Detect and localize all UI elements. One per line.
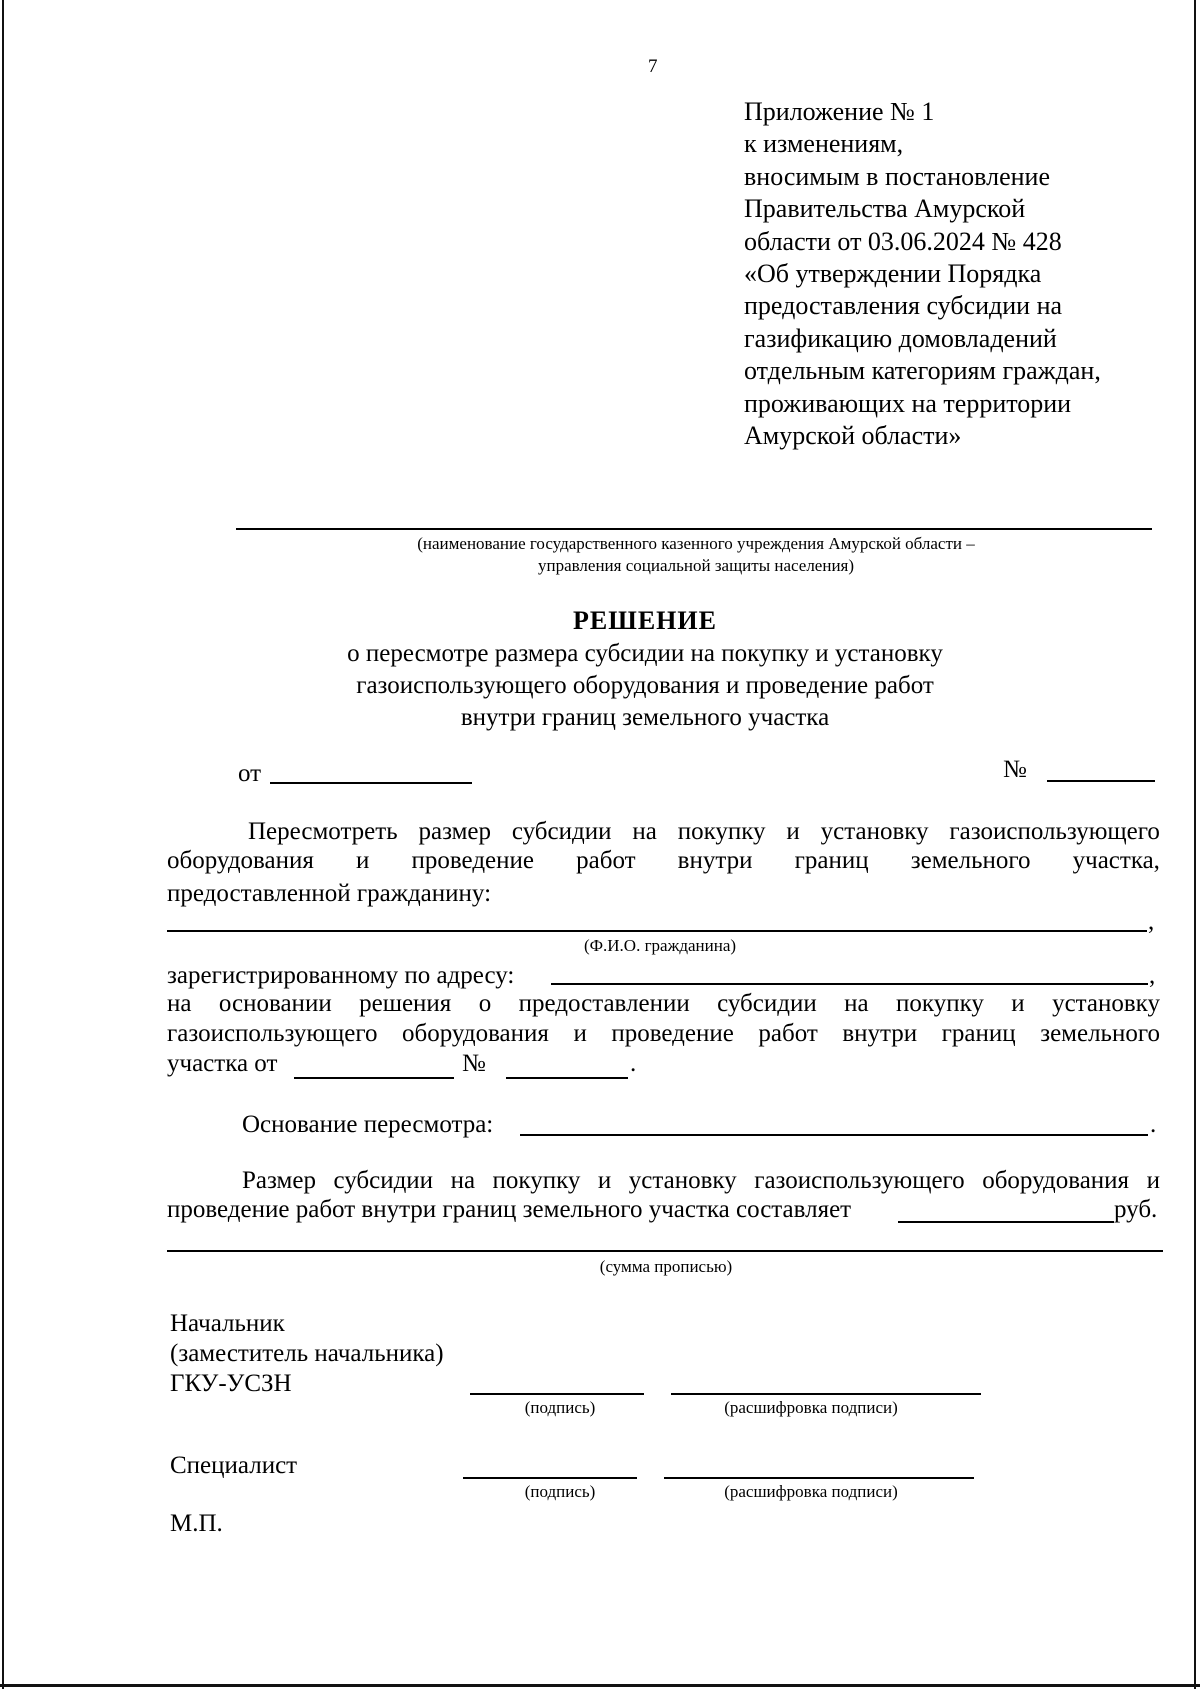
word: субсидии: [717, 990, 817, 1017]
decision-subtitle-line: о пересмотре размера субсидии на покупку и установку: [347, 640, 943, 667]
address-label: зарегистрированному по адресу:: [167, 962, 515, 989]
head-signature-caption: (подпись): [524, 1398, 596, 1417]
word: внутри: [842, 1020, 918, 1047]
basis-line2: [167, 1020, 1160, 1048]
decision-subtitle-line: внутри границ земельного участка: [460, 704, 830, 731]
currency-label: руб.: [1114, 1196, 1158, 1223]
revision-label: Основание пересмотра:: [242, 1111, 494, 1138]
specialist-decoding-field[interactable]: [664, 1477, 974, 1479]
address-field[interactable]: [551, 983, 1148, 985]
amount-field[interactable]: [898, 1221, 1114, 1223]
basis-number-label: №: [462, 1050, 486, 1077]
word: и: [356, 847, 370, 874]
para1-line3: предоставленной гражданину:: [167, 880, 492, 907]
address-comma: ,: [1149, 962, 1156, 989]
decision-subtitle-line: газоиспользующего оборудования и проведение работ: [356, 672, 934, 699]
specialist-label: Специалист: [170, 1452, 298, 1479]
appendix-heading: [744, 96, 1184, 452]
revision-period: .: [1150, 1111, 1157, 1138]
specialist-decoding-caption: (расшифровка подписи): [724, 1482, 898, 1501]
word: оборудования: [167, 847, 314, 874]
amount-line1: [242, 1167, 1160, 1195]
appendix-line: отдельным категориям граждан,: [744, 356, 1101, 386]
word: внутри: [677, 847, 753, 874]
word: газоиспользующего: [754, 1167, 965, 1194]
word: работ: [758, 1020, 818, 1047]
appendix-line: Приложение № 1: [744, 97, 935, 126]
word: покупку: [896, 990, 984, 1017]
decision-number-field[interactable]: [1047, 780, 1155, 782]
fio-comma: ,: [1148, 908, 1155, 935]
amount-line2: проведение работ внутри границ земельного участка составляет: [167, 1196, 852, 1223]
word: проведение: [411, 847, 534, 874]
word: предоставлении: [518, 990, 690, 1017]
word: субсидии: [333, 1167, 434, 1194]
word: на: [450, 1167, 476, 1194]
word: газоиспользующего: [167, 1020, 378, 1047]
appendix-line: Правительства Амурской: [744, 194, 1026, 224]
basis-line3-prefix: участка от: [167, 1050, 278, 1077]
appendix-line: проживающих на территории: [744, 388, 1072, 418]
word: установку: [820, 818, 929, 845]
head-title-line: (заместитель начальника): [170, 1340, 444, 1367]
scan-bottom-border: [0, 1684, 1200, 1687]
word: проведение: [611, 1020, 734, 1047]
specialist-signature-caption: (подпись): [524, 1482, 596, 1501]
word: на: [632, 818, 657, 845]
institution-name-line[interactable]: [236, 528, 1152, 530]
head-decoding-caption: (расшифровка подписи): [724, 1398, 898, 1417]
appendix-line: «Об утверждении Порядка: [744, 259, 1042, 289]
word: и: [573, 1020, 587, 1047]
word: участка,: [1072, 847, 1160, 874]
word: о: [478, 990, 492, 1017]
appendix-line: газификацию домовладений: [744, 323, 1057, 353]
decision-date-field[interactable]: [270, 782, 472, 784]
word: и: [1146, 1167, 1160, 1194]
head-decoding-field[interactable]: [671, 1393, 981, 1395]
word: и: [786, 818, 800, 845]
word: субсидии: [511, 818, 612, 845]
institution-caption-line2: управления социальной защиты населения): [537, 556, 855, 575]
seal-placeholder: М.П.: [170, 1510, 223, 1537]
appendix-line: к изменениям,: [744, 129, 904, 159]
word: и: [1011, 990, 1025, 1017]
sum-caption: (сумма прописью): [599, 1257, 733, 1276]
basis-period: .: [630, 1050, 637, 1077]
appendix-line: области от 03.06.2024 № 428: [744, 226, 1062, 256]
head-signature-field[interactable]: [470, 1393, 644, 1395]
decision-title: РЕШЕНИЕ: [573, 606, 717, 635]
word: размер: [418, 818, 492, 845]
fio-caption: (Ф.И.О. гражданина): [583, 936, 737, 955]
basis-decision-date-field[interactable]: [294, 1077, 454, 1079]
word: на: [844, 990, 869, 1017]
decision-subtitle: [0, 638, 1200, 734]
word: основании: [218, 990, 332, 1017]
basis-line1: [167, 990, 1160, 1018]
amount-in-words-field[interactable]: [167, 1250, 1163, 1252]
basis-decision-number-field[interactable]: [506, 1077, 628, 1079]
institution-caption-line1: (наименование государственного казенного учреждения Амурской области –: [417, 534, 975, 553]
word: на: [167, 990, 192, 1017]
specialist-signature-field[interactable]: [463, 1477, 637, 1479]
word: Размер: [242, 1167, 316, 1194]
word: земельного: [910, 847, 1031, 874]
from-label: от: [238, 760, 262, 787]
scan-left-border: [2, 0, 4, 1689]
word: Пересмотреть: [248, 818, 398, 845]
head-title-line: Начальник: [170, 1310, 285, 1337]
word: границ: [794, 847, 869, 874]
word: границ: [941, 1020, 1016, 1047]
citizen-fio-field[interactable]: [167, 930, 1147, 932]
para1-line2: [167, 847, 1160, 875]
word: работ: [576, 847, 636, 874]
head-title-line: ГКУ-УСЗН: [170, 1370, 292, 1397]
page-number: 7: [648, 56, 658, 77]
word: установку: [1052, 990, 1160, 1017]
word: земельного: [1040, 1020, 1160, 1047]
word: газоиспользующего: [949, 818, 1160, 845]
appendix-line: Амурской области»: [744, 421, 962, 451]
word: решения: [359, 990, 452, 1017]
appendix-line: вносимым в постановление: [744, 161, 1050, 191]
appendix-line: предоставления субсидии на: [744, 291, 1063, 321]
scan-right-border: [1194, 0, 1196, 1689]
number-label: №: [1003, 756, 1027, 783]
word: покупку: [677, 818, 766, 845]
word: установку: [628, 1167, 737, 1194]
word: оборудования: [402, 1020, 549, 1047]
word: и: [597, 1167, 612, 1194]
word: оборудования: [982, 1167, 1130, 1194]
para1-line1: [248, 818, 1160, 846]
word: покупку: [492, 1167, 581, 1194]
revision-basis-field[interactable]: [520, 1134, 1148, 1136]
